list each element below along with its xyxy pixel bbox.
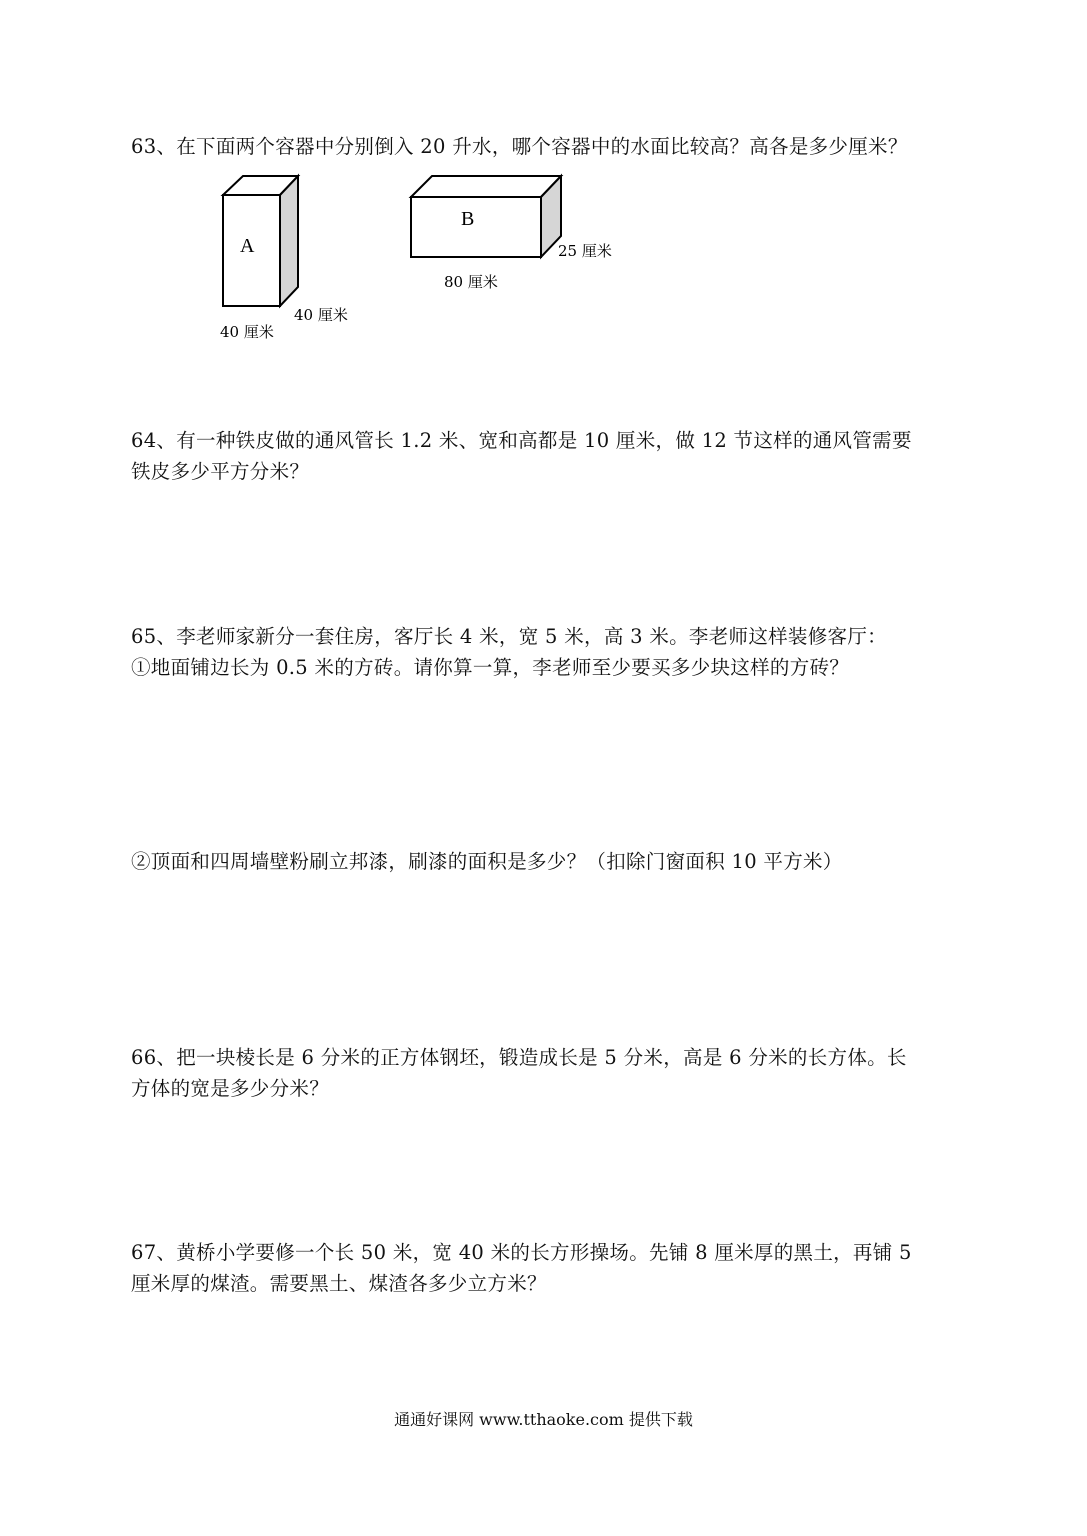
question-67-line-2: 厘米厚的煤渣。需要黑土、煤渣各多少立方米？ xyxy=(131,1272,547,1295)
question-65-part-2-text: ②顶面和四周墙壁粉刷立邦漆，刷漆的面积是多少？（扣除门窗面积 10 平方米） xyxy=(131,850,843,873)
question-65-part-2 xyxy=(131,846,961,877)
question-66 xyxy=(131,1042,961,1104)
question-65-line-1: 65、李老师家新分一套住房，客厅长 4 米，宽 5 米，高 3 米。李老师这样装修客厅： xyxy=(131,625,887,648)
question-67 xyxy=(131,1237,961,1299)
question-64-line-2: 铁皮多少平方分米？ xyxy=(131,460,310,483)
container-a-label: A xyxy=(240,235,255,257)
container-b-top-face xyxy=(411,176,561,197)
container-b-depth-label: 25 厘米 xyxy=(558,242,612,260)
container-a-side-face xyxy=(280,176,298,306)
containers-figure xyxy=(0,0,1087,360)
container-a-depth-label: 40 厘米 xyxy=(294,306,348,324)
question-63-text: 63、在下面两个容器中分别倒入 20 升水，哪个容器中的水面比较高？高各是多少厘米？ xyxy=(131,135,908,158)
question-65-line-2: ①地面铺边长为 0.5 米的方砖。请你算一算，李老师至少要买多少块这样的方砖？ xyxy=(131,656,850,679)
page-footer: 通通好课网 www.tthaoke.com 提供下载 xyxy=(394,1410,693,1429)
container-b-front-face xyxy=(411,197,541,257)
question-65 xyxy=(131,621,961,683)
question-64-line-1: 64、有一种铁皮做的通风管长 1.2 米、宽和高都是 10 厘米，做 12 节这样的通风管需要 xyxy=(131,429,912,452)
question-64 xyxy=(131,425,961,487)
container-b-label: B xyxy=(461,208,475,230)
container-a-bottom-label: 40 厘米 xyxy=(220,323,274,341)
container-b xyxy=(411,176,561,257)
container-b-bottom-label: 80 厘米 xyxy=(444,273,498,291)
question-67-line-1: 67、黄桥小学要修一个长 50 米，宽 40 米的长方形操场。先铺 8 厘米厚的黑土，再铺 5 xyxy=(131,1241,912,1264)
question-66-line-2: 方体的宽是多少分米？ xyxy=(131,1077,330,1100)
question-66-line-1: 66、把一块棱长是 6 分米的正方体钢坯，锻造成长是 5 分米，高是 6 分米的长方体。长 xyxy=(131,1046,907,1069)
container-a xyxy=(223,176,298,306)
